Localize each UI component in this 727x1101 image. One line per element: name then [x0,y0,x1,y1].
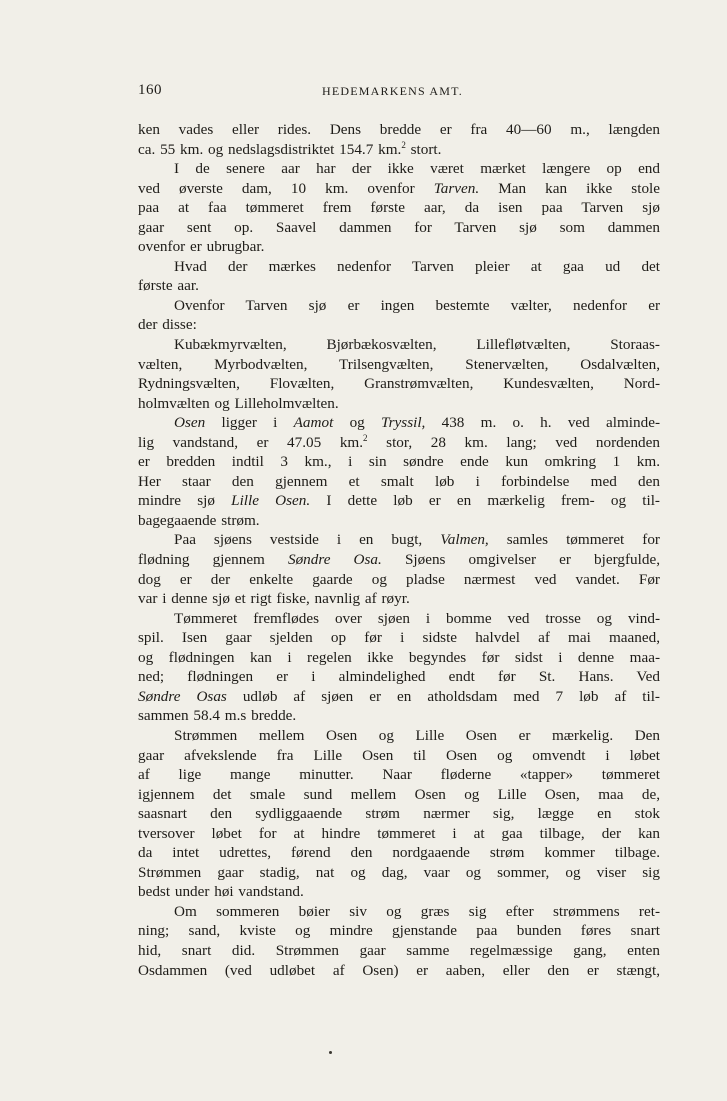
italic-place-name: Tryssil, [381,414,426,432]
text-line [138,765,660,785]
text-run: ved øverste dam, 10 km. ovenfor [138,179,434,197]
text-line [138,276,660,296]
text-run: var i denne sjø et rigt fiske, navnlig af røyr. [138,590,410,608]
superscript: 2 [401,139,406,150]
text-run: paa at faa tømmeret frem første aar, da isen paa Tarven sjø [138,199,660,217]
text-run: og [333,414,382,432]
text-run: bagegaaende strøm. [138,511,260,529]
text-line [138,902,660,922]
text-line [138,530,660,550]
text-line [138,941,660,961]
text-run: igjennem det smale sund mellem Osen og Lille Osen, maa de, [138,785,660,803]
page-ornament-dot [329,1051,332,1054]
text-run: I dette løb er en mærkelig frem- og til- [310,492,660,510]
text-line [138,511,660,531]
text-run: stort. [405,140,442,158]
text-line [138,296,660,316]
italic-place-name: Søndre Osa. [287,551,382,569]
text-run: Paa sjøens vestside i en bugt, [174,531,441,549]
text-run: tversover løbet for at hindre tømmeret i at gaa tilbage, der kan [138,824,660,842]
text-line [138,413,660,433]
text-run: Man kan ikke stole [479,179,660,197]
text-run: Her staar den gjennem et smalt løb i forbindelse med den [138,472,660,490]
text-line [138,315,660,335]
italic-place-name: Søndre Osas [138,687,227,705]
text-run: bedst under høi vandstand. [138,883,304,901]
text-line [138,804,660,824]
text-line [138,570,660,590]
text-run: første aar. [138,277,199,295]
text-line [138,746,660,766]
text-line [138,394,660,414]
text-line [138,863,660,883]
text-line [138,921,660,941]
text-run: hid, snart did. Strømmen gaar samme regelmæssige gang, enten [138,941,660,959]
page-number: 160 [138,82,162,98]
text-run: flødning gjennem [138,551,288,569]
text-run: ning; sand, kviste og mindre gjenstande paa bunden føres snart [138,922,660,940]
text-line [138,433,660,453]
text-line [138,667,660,687]
text-run: I de senere aar har der ikke været mærket længere op end [174,160,660,178]
text-run: samles tømmeret for [488,531,660,549]
text-line [138,589,660,609]
text-run: er bredden indtil 3 km., i sin søndre ende kun omkring 1 km. [138,453,660,471]
text-run: ovenfor er ubrugbar. [138,238,265,256]
italic-place-name: Valmen, [440,531,489,549]
text-line [138,472,660,492]
text-run: Tømmeret fremflødes over sjøen i bomme ved trosse og vind- [174,609,660,627]
text-run: Ovenfor Tarven sjø er ingen bestemte vælter, nedenfor er [174,296,660,314]
italic-place-name: Tarven. [433,179,480,197]
text-run: Rydningsvælten, Flovælten, Granstrømvælten, Kundesvælten, Nord- [138,375,660,393]
italic-place-name: Lille Osen. [231,492,311,510]
text-line [138,609,660,629]
text-line [138,198,660,218]
text-run: spil. Isen gaar sjelden op før i sidste halvdel af mai maaned, [138,629,660,647]
text-run: lig vandstand, er 47.05 km. [138,433,364,451]
italic-place-name: Osen [174,414,206,432]
text-line [138,237,660,257]
text-run: og flødningen kan i regelen ikke begyndes før sidst i denne maa- [138,648,660,666]
text-run: ken vades eller rides. Dens bredde er fra 40—60 m., længden [138,121,660,138]
text-run: dog er der enkelte gaarde og pladse nærmest ved vandet. Før [138,570,660,588]
text-line [138,120,660,140]
text-line [138,785,660,805]
text-line [138,179,660,199]
text-run: 438 m. o. h. ved alminde- [425,414,660,432]
body-text [138,120,660,980]
text-run: der disse: [138,316,197,334]
superscript: 2 [363,432,368,443]
text-line [138,706,660,726]
text-run: af lige mange minutter. Naar fløderne «tapper» tømmeret [138,766,660,784]
text-run: Sjøens omgivelser er bjergfulde, [381,551,660,569]
text-line [138,452,660,472]
text-line [138,961,660,981]
text-run: da intet udrettes, førend den nordgaaende strøm kommer tilbage. [138,844,660,862]
text-run: sammen 58.4 m.s bredde. [138,707,297,725]
text-run: Osdammen (ved udløbet af Osen) er aaben, eller den er stængt, [138,961,660,979]
text-run: udløb af sjøen er en atholdsdam med 7 løb af til- [226,687,660,705]
text-line [138,648,660,668]
text-run: gaar afvekslende fra Lille Osen til Osen og omvendt i løbet [138,746,660,764]
italic-place-name: Aamot [293,414,334,432]
text-line [138,843,660,863]
text-run: saasnart den sydliggaaende strøm nærmer sig, lægge en stok [138,805,660,823]
text-run: Hvad der mærkes nedenfor Tarven pleier at gaa ud det [174,257,660,275]
text-line [138,628,660,648]
text-line [138,687,660,707]
text-line [138,257,660,277]
text-run: stor, 28 km. lang; ved nordenden [367,433,660,451]
text-run: holmvælten og Lilleholmvælten. [138,394,339,412]
text-line [138,491,660,511]
text-line [138,824,660,844]
text-run: ned; flødningen er i almindelighed endt før St. Hans. Ved [138,668,660,686]
text-run: Strømmen gaar stadig, nat og dag, vaar og sommer, og viser sig [138,863,660,881]
text-line [138,374,660,394]
text-run: Om sommeren bøier siv og græs sig efter strømmens ret- [174,902,660,920]
text-run: ligger i [205,414,294,432]
text-run: Strømmen mellem Osen og Lille Osen er mærkelig. Den [174,726,660,744]
text-line [138,726,660,746]
text-line [138,335,660,355]
text-run: Kubækmyrvælten, Bjørbækosvælten, Lillefløtvælten, Storaas- [174,336,660,354]
text-run: gaar sent op. Saavel dammen for Tarven sjø som dammen [138,218,660,236]
text-line [138,218,660,238]
text-line [138,159,660,179]
running-head: HEDEMARKENS AMT. [322,84,463,98]
text-run: ca. 55 km. og nedslagsdistriktet 154.7 km. [138,140,402,158]
text-line [138,140,660,160]
text-line [138,355,660,375]
text-run: mindre sjø [138,492,232,510]
text-line [138,550,660,570]
text-line [138,882,660,902]
text-run: vælten, Myrbodvælten, Trilsengvælten, Stenervælten, Osdalvælten, [138,355,660,373]
